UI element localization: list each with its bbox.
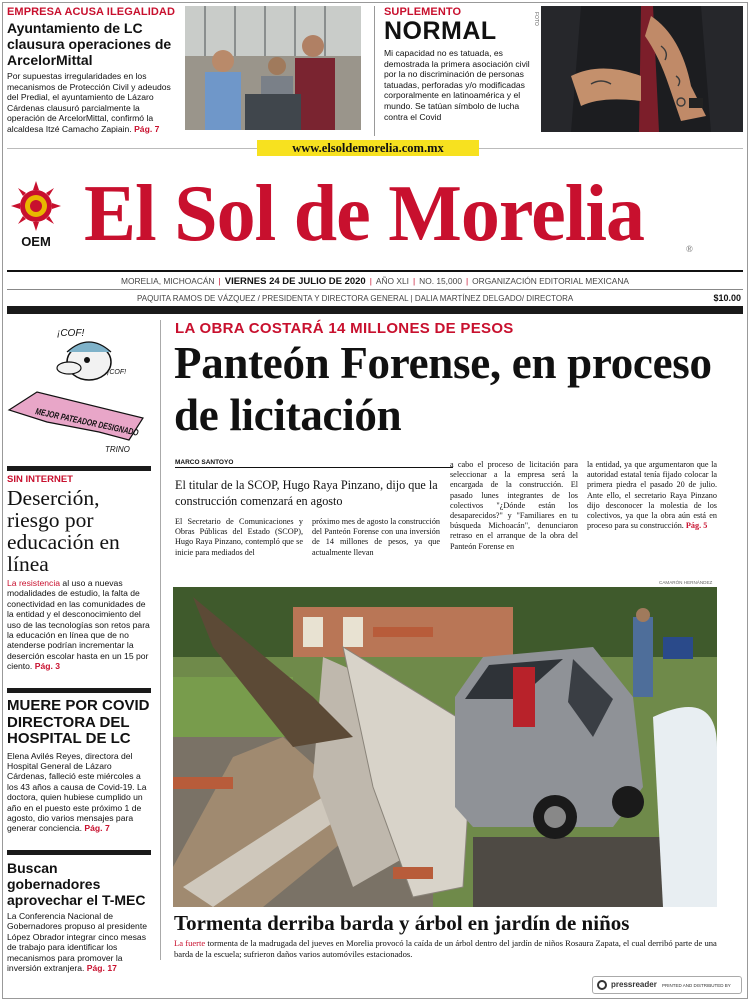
pressreader-badge[interactable] xyxy=(592,976,742,994)
storm-photo xyxy=(173,587,717,907)
main-body-col2: próximo mes de agosto la construcción del Panteón Forense con una inversión de 14 millones de pesos, ya que actualmente llevan xyxy=(312,517,441,557)
pressreader-label: PRINTED AND DISTRIBUTED BY xyxy=(662,983,731,988)
page-ref[interactable]: Pág. 7 xyxy=(134,123,160,134)
story-tmec[interactable] xyxy=(7,860,151,973)
left-rule xyxy=(7,466,151,471)
teaser-suplemento-normal[interactable] xyxy=(384,6,532,122)
photo-credit: CAMARÓN HERNÁNDEZ xyxy=(659,580,713,585)
issue-number: NO. 15,000 xyxy=(419,276,462,286)
story-body: Elena Avilés Reyes, directora del Hospital General de Lázaro Cárdenas, falleció este miércoles a los 43 años a causa de Covid-19. La doctora, quien hubiese cumplido un año en el puesto este próximo 1 de agosto, dio varios mensajes para generar conciencia. Pág. 7 xyxy=(7,750,147,834)
story-body: La Conferencia Nacional de Gobernadores propuso al presidente López Obrador integrar cinco mesas de trabajo para identificar los mecanismos para promover la inversión extranjera. Pág. 17 xyxy=(7,911,147,974)
cartoon-sound: ¡COF! xyxy=(57,328,85,339)
registered-mark: ® xyxy=(686,244,693,254)
main-headline[interactable]: Panteón Forense, en proceso de licitación xyxy=(174,338,712,440)
story-headline[interactable]: MUERE POR COVID DIRECTORA DEL HOSPITAL DE LC xyxy=(7,697,150,747)
story-kicker: SIN INTERNET xyxy=(7,474,73,485)
suplemento-body: Mi capacidad no es tatuada, es demostrada la primera asociación civil por la no discriminación de personas tatuadas, perforadas y/o modificadas corporalmente en latinoamérica y el mundo. Se tatúan símbolo de lucha contra el Covid xyxy=(384,48,530,122)
teaser-photo-tattoo xyxy=(541,6,743,132)
main-kicker: LA OBRA COSTARÁ 14 MILLONES DE PESOS xyxy=(175,320,514,337)
issue-city: MORELIA, MICHOACÁN xyxy=(121,276,215,286)
website-bar xyxy=(7,140,743,156)
left-rule xyxy=(7,850,151,855)
suplemento-kicker: SUPLEMENTO xyxy=(384,6,462,18)
website-url[interactable]: www.elsoldemorelia.com.mx xyxy=(257,140,479,156)
masthead-title[interactable]: El Sol de Morelia xyxy=(84,167,645,258)
pressreader-brand: pressreader xyxy=(611,980,657,989)
main-body-col4: la entidad, ya que argumentaron que la autoridad estatal tenía fijado colocar la primera piedra el pasado 20 de julio. Ante ello, el secretario Raya Pinzano dijo desconocer la molestia de los colectivos, ya que la obra aún está en proceso para su construcción. Pág. 5 xyxy=(587,460,717,531)
cover-price: $10.00 xyxy=(713,293,741,303)
masthead-rule xyxy=(7,306,743,314)
page-ref[interactable]: Pág. 7 xyxy=(84,823,110,834)
issue-info-bar: MORELIA, MICHOACÁN | VIERNES 24 DE JULIO DE 2020 | AÑO XLI | NO. 15,000 | ORGANIZACIÓN EDITORIAL MEXICANA xyxy=(7,270,743,290)
main-body-col1: El Secretario de Comunicaciones y Obras Públicas del Estado (SCOP), Hugo Raya Pinzano, contempló que se inicie para mediados del xyxy=(175,517,303,557)
issue-org: ORGANIZACIÓN EDITORIAL MEXICANA xyxy=(472,276,629,286)
page-ref[interactable]: Pág. 17 xyxy=(86,963,117,974)
page-ref[interactable]: Pág. 3 xyxy=(34,661,61,672)
teaser-headline[interactable]: Ayuntamiento de LC clausura operaciones de ArcelorMittal xyxy=(7,20,172,68)
main-deck: El titular de la SCOP, Hugo Raya Pinzano, dijo que la construcción comenzará en agosto xyxy=(175,478,438,508)
teaser-arcelormittal[interactable] xyxy=(7,6,179,135)
teaser-photo-inspection xyxy=(185,6,361,130)
cartoon-sound-2: ¡COF! xyxy=(107,369,127,376)
story-headline[interactable]: Buscan gobernadores aprovechar el T-MEC xyxy=(7,860,146,908)
page-ref[interactable]: Pág. 5 xyxy=(685,521,708,531)
teaser-body: Por supuestas irregularidades en los mecanismos de Protección Civil y adeudos del Predial, el ayuntamiento de Lázaro Cárdenas clausuró parcialmente la operación de ArcelorMittal, confirmó la alcaldesa Itzé Camacho Zapiain. Pág. 7 xyxy=(7,71,171,134)
left-rule xyxy=(7,688,151,693)
story-covid-director[interactable] xyxy=(7,698,151,834)
suplemento-title[interactable]: NORMAL xyxy=(384,17,497,45)
photo-credit: FOTO xyxy=(533,12,539,26)
story-desercion[interactable] xyxy=(7,474,151,672)
staff-credits: PAQUITA RAMOS DE VÁZQUEZ / PRESIDENTA Y DIRECTORA GENERAL | DALIA MARTÍNEZ DELGADO/ DIRECTORA xyxy=(137,294,574,303)
teaser-kicker: EMPRESA ACUSA ILEGALIDAD xyxy=(7,6,176,18)
photo-caption: La fuerte tormenta de la madrugada del jueves en Morelia provocó la caída de un árbol dentro del jardín de niños Rosaura Zapata, el cual derribó parte de una barda de la escuela; sufrieron daños varios automóviles estacionados. xyxy=(174,938,717,959)
editorial-cartoon[interactable] xyxy=(7,322,175,458)
issue-year: AÑO XLI xyxy=(375,276,409,286)
column-divider xyxy=(160,320,161,960)
pressreader-icon xyxy=(597,980,607,990)
logo-label: OEM xyxy=(21,234,51,249)
cartoon-banner: MEJOR PATEADOR DESIGNADO xyxy=(34,406,175,446)
main-byline: MARCO SANTOYO xyxy=(175,459,453,468)
issue-date: VIERNES 24 DE JULIO DE 2020 xyxy=(224,276,366,287)
story-body: La resistencia al uso a nuevas modalidades de estudio, la falta de conectividad en las comunidades de la entidad y el desconocimiento del uso de las tecnologías son retos para la educación en línea que de no atenderse podrían incrementar la deserción escolar hasta en un 15 por ciento. Pág. 3 xyxy=(7,578,150,672)
main-body-col3: a cabo el proceso de licitación para seleccionar a la empresa será la encargada de la construcción. El pasado lunes integrantes de los colectivos "¿Dónde están los desaparecidos?" y "Familiares en tu búsqueda Michoacán", denunciaron retraso en el arranque de la obra del Panteón Forense en xyxy=(450,460,578,551)
cartoon-signature: TRINO xyxy=(105,445,130,454)
column-divider xyxy=(374,6,375,136)
story-headline[interactable]: Deserción, riesgo por educación en línea xyxy=(7,486,120,576)
photo-headline[interactable]: Tormenta derriba barda y árbol en jardín de niños xyxy=(174,911,630,935)
staff-bar xyxy=(7,292,743,305)
oem-sun-logo xyxy=(8,180,64,250)
